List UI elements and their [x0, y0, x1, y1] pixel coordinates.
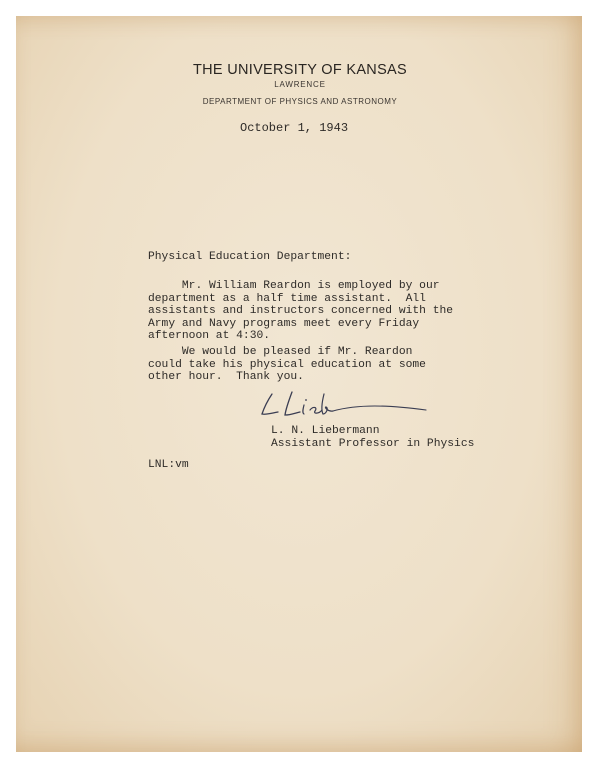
letterhead-university: THE UNIVERSITY OF KANSAS [192, 62, 407, 78]
handwritten-signature [258, 388, 433, 422]
letter-date: October 1, 1943 [240, 121, 349, 135]
letter-paragraph-1: Mr. William Reardon is employed by our department as a half time assistant. All assistants and instructors concerned with the Army and Navy programs meet every Friday afternoon at 4:30. [148, 280, 454, 343]
reference-initials: LNL:vm [148, 459, 189, 471]
letter-paragraph-2: We would be pleased if Mr. Reardon could take his physical education at some other hour. Thank you. [148, 346, 426, 384]
signer-name: L. N. Liebermann [271, 425, 380, 437]
signer-title: Assistant Professor in Physics [271, 438, 475, 450]
letterhead-city: LAWRENCE [274, 80, 326, 89]
letterhead-department: DEPARTMENT OF PHYSICS AND ASTRONOMY [202, 97, 398, 106]
letter-salutation: Physical Education Department: [148, 251, 352, 263]
